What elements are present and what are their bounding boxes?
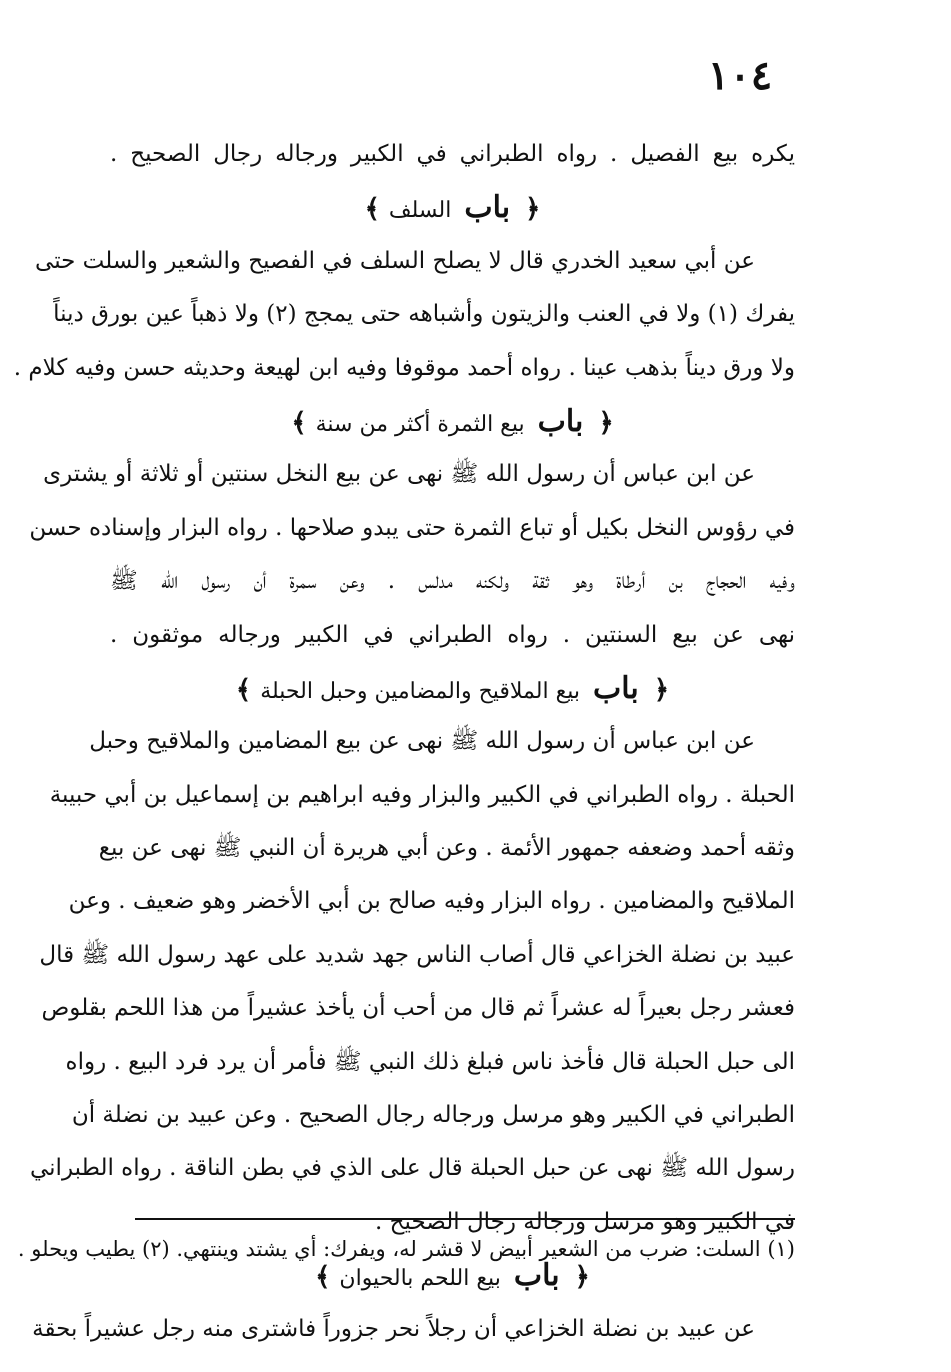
heading-bab: باب bbox=[593, 670, 639, 706]
footnote-divider bbox=[135, 1218, 795, 1220]
heading-bracket-close: ﴾ bbox=[291, 407, 316, 438]
heading-title: السلف bbox=[388, 198, 452, 224]
footnote: (١) السلت: ضرب من الشعير أبيض لا قشر له، ويفرك: أي يشتد وينتهي. (٢) يطيب ويحلو . bbox=[17, 1237, 795, 1261]
section-heading bbox=[110, 662, 795, 715]
text-line: عن ابن عباس أن رسول الله ﷺ نهى عن بيع المضامين والملاقيح وحبل bbox=[89, 728, 755, 755]
heading-bab: باب bbox=[513, 1258, 560, 1294]
text-line: يفرك (١) ولا في العنب والزيتون وأشباهه حتى يمجج (٢) ولا ذهباً عين بورق ديناً bbox=[53, 301, 795, 328]
text-line: الطبراني في الكبير وهو مرسل ورجاله رجال الصحيح . وعن عبيد بن نضلة أن bbox=[71, 1102, 795, 1129]
heading-bab: باب bbox=[537, 403, 584, 439]
heading-title: بيع اللحم بالحيوان bbox=[339, 1266, 501, 1292]
text-line: في رؤوس النخل بكيل أو تباع الثمرة حتى يبدو صلاحها . رواه البزار وإسناده حسن bbox=[29, 514, 795, 541]
text-line: عن ابن عباس أن رسول الله ﷺ نهى عن بيع النخل سنتين أو ثلاثة أو يشترى bbox=[43, 461, 755, 488]
text-line: وثقه أحمد وضعفه جمهور الأئمة . وعن أبي هريرة أن النبي ﷺ نهى عن بيع bbox=[98, 835, 795, 862]
heading-title: بيع الملاقيح والمضامين وحبل الحبلة bbox=[260, 678, 581, 704]
text-line: الحبلة . رواه الطبراني في الكبير والبزار وفيه ابراهيم بن إسماعيل بن أبي حبيبة bbox=[49, 781, 795, 808]
page-body bbox=[13, 128, 795, 1356]
text-line: وفيه الحجاج بن أرطاة وهو ثقة ولكنه مدلس . وعن سمرة أن رسول الله ﷺ bbox=[110, 568, 795, 595]
section-heading bbox=[110, 395, 795, 448]
heading-bracket-open: ﴿ bbox=[516, 194, 541, 225]
text-line: نهى عن بيع السنتين . رواه الطبراني في الكبير ورجاله موثقون . bbox=[110, 621, 795, 648]
heading-bracket-open: ﴿ bbox=[565, 1262, 590, 1293]
text-line: في الكبير وهو مرسل ورجاله رجال الصحيح . bbox=[375, 1208, 795, 1235]
heading-bracket-open: ﴿ bbox=[644, 674, 670, 705]
page-number: ١٠٤ bbox=[707, 52, 773, 99]
text-line: ولا ورق ديناً بذهب عينا . رواه أحمد موقوفا وفيه ابن لهيعة وحديثه حسن وفيه كلام . bbox=[13, 354, 795, 381]
heading-bracket-close: ﴾ bbox=[315, 1262, 340, 1293]
text-line: رسول الله ﷺ نهى عن حبل الحبلة قال على الذي في بطن الناقة . رواه الطبراني bbox=[29, 1155, 795, 1182]
text-line: عن أبي سعيد الخدري قال لا يصلح السلف في الفصيح والشعير والسلت حتى bbox=[35, 247, 755, 274]
heading-bab: باب bbox=[464, 190, 511, 226]
section-heading bbox=[110, 181, 795, 234]
text-line: عن عبيد بن نضلة الخزاعي أن رجلاً نحر جزوراً فاشترى منه رجل عشيراً بحقة bbox=[32, 1315, 755, 1342]
heading-bracket-close: ﴾ bbox=[235, 674, 261, 705]
heading-bracket-close: ﴾ bbox=[364, 194, 389, 225]
text-line: فعشر رجل بعيراً له عشراً ثم قال من أحب أن يأخذ عشيراً من هذا اللحم بقلوص bbox=[41, 995, 795, 1022]
heading-title: بيع الثمرة أكثر من سنة bbox=[315, 411, 525, 437]
heading-bracket-open: ﴿ bbox=[589, 407, 614, 438]
text-line: يكره بيع الفصيل . رواه الطبراني في الكبير ورجاله رجال الصحيح . bbox=[110, 141, 795, 167]
text-line: عبيد بن نضلة الخزاعي قال أصاب الناس جهد شديد على عهد رسول الله ﷺ قال bbox=[39, 941, 795, 968]
text-line: الى حبل الحبلة قال فأخذ ناس فبلغ ذلك النبي ﷺ فأمر أن يرد فرد البيع . رواه bbox=[65, 1048, 795, 1075]
text-line: الملاقيح والمضامين . رواه البزار وفيه صالح بن أبي الأخضر وهو ضعيف . وعن bbox=[68, 888, 795, 915]
